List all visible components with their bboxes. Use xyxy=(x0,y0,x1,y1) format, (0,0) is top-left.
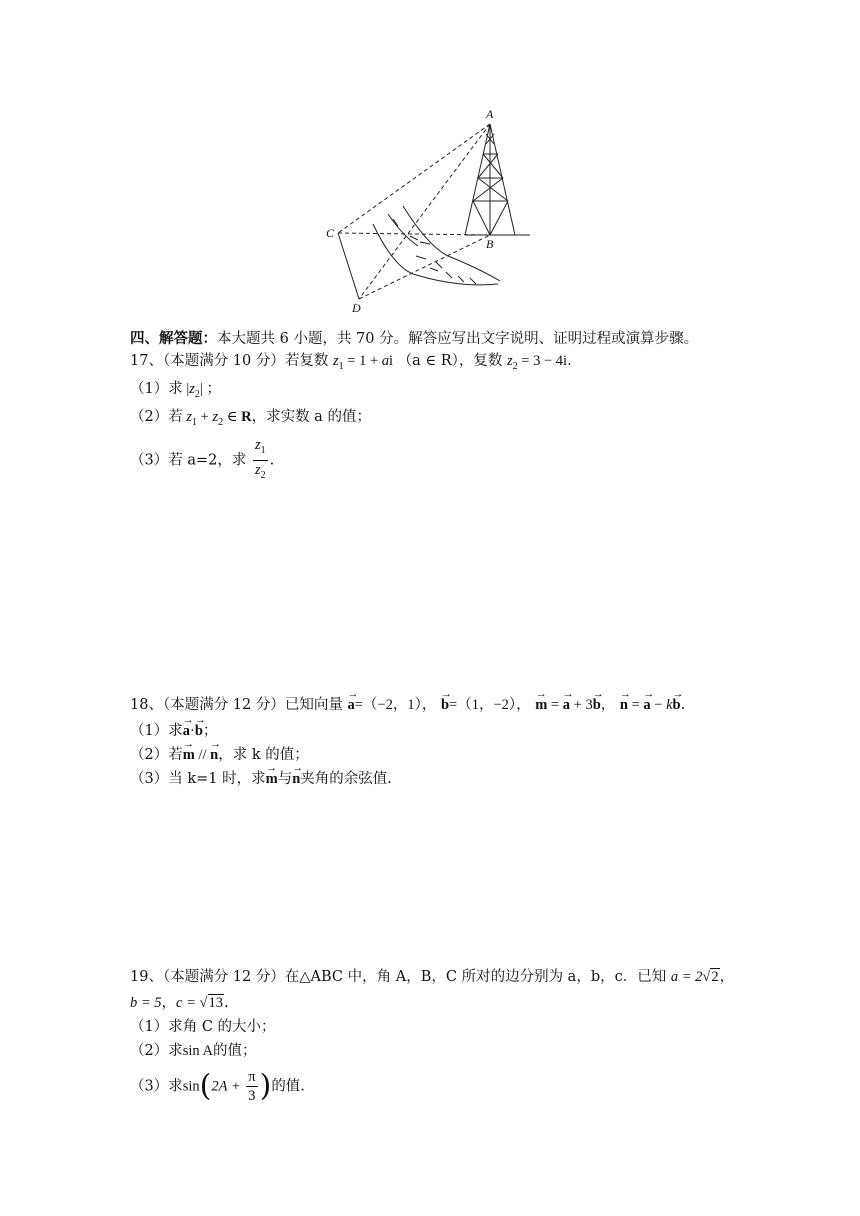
section-heading: 四、解答题：本大题共 6 小题，共 70 分。解答应写出文字说明、证明过程或演算步骤。 xyxy=(130,330,699,347)
q19-stem-cont: b = 5，c = √13. xyxy=(130,995,229,1011)
q18-part2: （2）若→ m // → n，求 k 的值； xyxy=(130,744,309,766)
side-db xyxy=(359,235,490,299)
label-d: D xyxy=(352,301,361,315)
line-ac xyxy=(338,124,490,233)
q17-part3: （3）若 a=2，求 $\frac{z_1}{z_2}$ . xyxy=(130,436,274,485)
q19-part1: （1）求角 C 的大小； xyxy=(130,1019,276,1035)
q17-stem: 17、（本题满分 10 分）若复数 $z_1 = 1$ + ai （a ∈ R），复数 $z_2 = 3 - 4i$. xyxy=(130,353,572,372)
q17-part1: （1）求 $|z_2|$ ； xyxy=(130,381,221,400)
tower-river-figure xyxy=(318,96,548,316)
q18-part3: （3）当 k=1 时，求→ m与→ n夹角的余弦值. xyxy=(130,768,392,790)
tower-right-edge xyxy=(490,124,515,235)
q19-stem: 19、（本题满分 12 分）在△ABC 中，角 A，B，C 所对的边分别为 a，b，c．已知 a = 2√2， xyxy=(130,969,735,985)
tower-left-edge xyxy=(465,124,490,235)
line-cb xyxy=(338,233,490,235)
q18-part1: （1）求→ a·→ b； xyxy=(130,720,217,742)
fraction-z1-z2: $\frac{z_1}{z_2}$ xyxy=(254,437,266,481)
label-a: A xyxy=(486,107,494,121)
q19-part3: （3）求sin(2A + $\frac{\pi}{3}$ )的值. xyxy=(130,1068,305,1104)
label-c: C xyxy=(326,226,335,240)
side-cd xyxy=(338,233,359,299)
label-b: B xyxy=(486,237,494,251)
q19-part2: （2）求sin A的值； xyxy=(130,1043,257,1059)
q17-part2: （2）若 $z_1 + z_2$ ∈ R，求实数 a 的值； xyxy=(130,409,371,428)
q18-stem: 18、（本题满分 12 分）已知向量 → a=（−2，1）， → b=（1，−2）， → m = → a + 3→ b， → n = → a − k→ b. xyxy=(130,694,685,716)
